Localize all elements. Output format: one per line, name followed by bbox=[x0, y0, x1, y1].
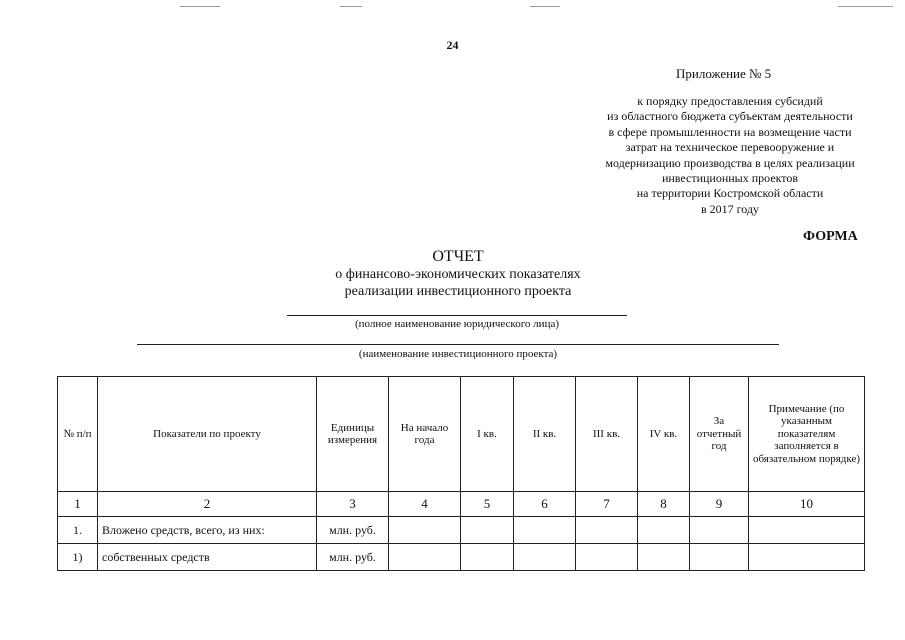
appendix-line: в 2017 году bbox=[700, 201, 760, 216]
empty-cell bbox=[638, 517, 690, 544]
row-number: 1. bbox=[58, 517, 98, 544]
empty-cell bbox=[389, 517, 461, 544]
table-row bbox=[58, 517, 865, 544]
row-unit: млн. руб. bbox=[317, 517, 389, 544]
header-cell-reporting-year: За отчетный год bbox=[690, 377, 749, 492]
appendix-title: Приложение № 5 bbox=[676, 66, 772, 81]
header-cell-q1: I кв. bbox=[461, 377, 514, 492]
empty-cell bbox=[576, 544, 638, 571]
project-caption: (наименование инвестиционного проекта) bbox=[358, 348, 558, 360]
header-cell-q3: III кв. bbox=[576, 377, 638, 492]
empty-cell bbox=[461, 517, 514, 544]
empty-cell bbox=[749, 517, 865, 544]
legal-entity-fill-line bbox=[287, 315, 627, 316]
empty-cell bbox=[389, 544, 461, 571]
empty-cell bbox=[576, 517, 638, 544]
column-number: 10 bbox=[749, 492, 865, 517]
report-subtitle bbox=[250, 266, 666, 300]
row-indicator: Вложено средств, всего, из них: bbox=[98, 517, 317, 544]
page-number: 24 bbox=[446, 38, 459, 52]
column-number-row bbox=[58, 492, 865, 517]
appendix-line: в сфере промышленности на возмещение части bbox=[608, 124, 852, 139]
column-number: 3 bbox=[317, 492, 389, 517]
column-number: 4 bbox=[389, 492, 461, 517]
empty-cell bbox=[461, 544, 514, 571]
report-subtitle-line: реализации инвестиционного проекта bbox=[344, 284, 572, 299]
table-row bbox=[58, 544, 865, 571]
empty-cell bbox=[690, 517, 749, 544]
legal-entity-caption: (полное наименование юридического лица) bbox=[354, 318, 559, 330]
empty-cell bbox=[638, 544, 690, 571]
row-indicator: собственных средств bbox=[98, 544, 317, 571]
row-number: 1) bbox=[58, 544, 98, 571]
column-number: 2 bbox=[98, 492, 317, 517]
header-cell-year-start: На начало года bbox=[389, 377, 461, 492]
empty-cell bbox=[749, 544, 865, 571]
report-subtitle-line: о финансово-экономических показателях bbox=[335, 267, 581, 282]
column-number: 7 bbox=[576, 492, 638, 517]
appendix-description bbox=[580, 94, 880, 217]
appendix-line: инвестиционных проектов bbox=[661, 171, 799, 186]
header-cell-number: № п/п bbox=[58, 377, 98, 492]
header-cell-unit: Единицы измерения bbox=[317, 377, 389, 492]
form-label: ФОРМА bbox=[803, 229, 858, 244]
column-number: 1 bbox=[58, 492, 98, 517]
empty-cell bbox=[514, 517, 576, 544]
appendix-line: из областного бюджета субъектам деятельности bbox=[607, 109, 853, 124]
empty-cell bbox=[690, 544, 749, 571]
header-cell-q4: IV кв. bbox=[638, 377, 690, 492]
appendix-line: модернизацию производства в целях реализации bbox=[605, 155, 855, 170]
appendix-line: затрат на техническое перевооружение и bbox=[625, 140, 835, 155]
appendix-line: к порядку предоставления субсидий bbox=[637, 94, 823, 108]
column-number: 9 bbox=[690, 492, 749, 517]
table-header-row bbox=[58, 377, 865, 492]
empty-cell bbox=[514, 544, 576, 571]
scan-mark bbox=[340, 6, 362, 7]
appendix-line: на территории Костромской области bbox=[636, 186, 824, 201]
column-number: 6 bbox=[514, 492, 576, 517]
report-table bbox=[57, 376, 865, 571]
row-unit: млн. руб. bbox=[317, 544, 389, 571]
project-fill-line bbox=[137, 344, 779, 345]
scan-mark bbox=[180, 6, 220, 7]
column-number: 8 bbox=[638, 492, 690, 517]
column-number: 5 bbox=[461, 492, 514, 517]
report-title: ОТЧЕТ bbox=[432, 248, 484, 265]
header-cell-note: Примечание (по указанным показателям заполняется в обязательном порядке) bbox=[749, 377, 865, 492]
scan-mark bbox=[530, 6, 560, 7]
header-cell-q2: II кв. bbox=[514, 377, 576, 492]
scan-mark bbox=[838, 6, 893, 7]
header-cell-indicator: Показатели по проекту bbox=[98, 377, 317, 492]
